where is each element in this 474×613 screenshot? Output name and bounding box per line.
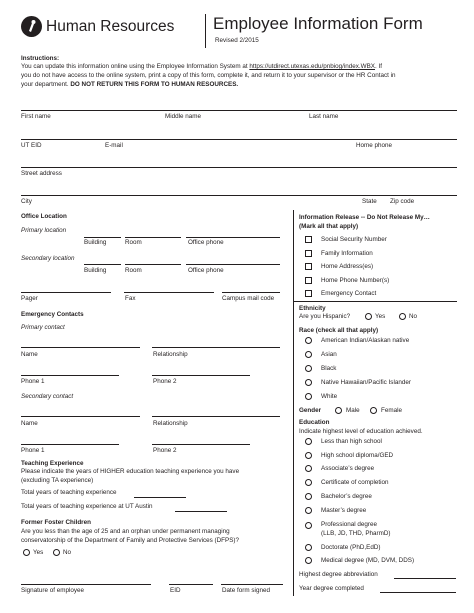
total-years-line[interactable] xyxy=(134,497,186,498)
relationship-label: Relationship xyxy=(153,351,188,358)
primary-building-line[interactable] xyxy=(84,237,121,238)
race-item-label: Native Hawaiian/Pacific Islander xyxy=(321,379,411,386)
foster-no-radio[interactable] xyxy=(53,549,60,556)
eid-label: EID xyxy=(170,587,181,594)
gender-female-label: Female xyxy=(381,407,402,414)
race-item-label: Asian xyxy=(321,351,337,358)
hispanic-no-radio[interactable] xyxy=(399,313,406,320)
race-item-radio[interactable] xyxy=(305,337,312,344)
foster-yes-label: Yes xyxy=(33,549,44,556)
year-completed-line[interactable] xyxy=(380,592,456,593)
secondary-building-line[interactable] xyxy=(84,264,121,265)
secondary-name-line[interactable] xyxy=(21,416,140,417)
race-item-radio[interactable] xyxy=(305,351,312,358)
professional-degree-radio[interactable] xyxy=(305,522,312,529)
teaching-line-1: Please indicate the years of HIGHER education teaching experience you have xyxy=(21,468,240,475)
race-item-radio[interactable] xyxy=(305,365,312,372)
first-name-label: First name xyxy=(21,113,51,120)
education-item-label: Bachelor’s degree xyxy=(321,492,372,500)
eid-email-field-line[interactable] xyxy=(21,139,457,140)
education-instruction: Indicate highest level of education achieved. xyxy=(299,428,423,435)
signature-line[interactable] xyxy=(21,584,151,585)
street-address-label: Street address xyxy=(21,170,62,177)
release-item-checkbox[interactable] xyxy=(305,236,312,243)
secondary-location-label: Secondary location xyxy=(21,255,75,262)
release-heading: Information Release -- Do Not Release My… xyxy=(299,214,430,221)
phone-2-label: Phone 2 xyxy=(153,447,177,454)
gender-male-label: Male xyxy=(346,407,360,414)
name-label: Name xyxy=(21,420,38,427)
foster-line-1: Are you less than the age of 25 and an orphan under permanent managing xyxy=(21,528,230,535)
secondary-office-phone-line[interactable] xyxy=(186,264,280,265)
office-location-heading: Office Location xyxy=(21,213,67,220)
hispanic-no-label: No xyxy=(409,313,418,320)
education-item-label: High school diploma/GED xyxy=(321,451,394,459)
primary-room-line[interactable] xyxy=(125,237,181,238)
date-signed-line[interactable] xyxy=(221,584,283,585)
relationship-label: Relationship xyxy=(153,420,188,427)
ethnicity-heading: Ethnicity xyxy=(299,305,326,312)
professional-degree-examples: (LLB, JD, THD, PharmD) xyxy=(321,530,391,537)
primary-name-line[interactable] xyxy=(21,347,140,348)
gender-female-radio[interactable] xyxy=(370,407,377,414)
state-label: State xyxy=(362,198,377,205)
release-subheading: (Mark all that apply) xyxy=(299,223,359,230)
torch-icon xyxy=(21,16,42,37)
education-item-label: Master’s degree xyxy=(321,506,367,514)
secondary-contact-label: Secondary contact xyxy=(21,393,74,400)
fax-line[interactable] xyxy=(124,292,214,293)
education-item-label: Certificate of completion xyxy=(321,479,389,487)
race-item-label: American Indian/Alaskan native xyxy=(321,337,410,344)
education-item-radio[interactable] xyxy=(305,438,312,445)
education-item-radio[interactable] xyxy=(305,452,312,459)
primary-location-label: Primary location xyxy=(21,227,67,234)
secondary-relationship-line[interactable] xyxy=(152,416,280,417)
primary-contact-label: Primary contact xyxy=(21,324,65,331)
city-label: City xyxy=(21,198,32,205)
office-phone-label: Office phone xyxy=(188,239,224,246)
hispanic-yes-radio[interactable] xyxy=(365,313,372,320)
doctorate-label: Doctorate (PhD,EdD) xyxy=(321,544,381,551)
org-name: Human Resources xyxy=(46,18,175,35)
email-label: E-mail xyxy=(105,142,123,149)
last-name-label: Last name xyxy=(309,113,339,120)
total-years-ut-label: Total years of teaching experience at UT Austin xyxy=(21,503,153,510)
medical-degree-label: Medical degree (MD, DVM, DDS) xyxy=(321,557,415,564)
primary-relationship-line[interactable] xyxy=(152,347,280,348)
instructions-line-2: you do not have access to the online system, print a copy of this form, complete it, and return it to your supervisor or the HR Contact in xyxy=(21,72,396,79)
race-item-label: White xyxy=(321,393,338,400)
release-divider xyxy=(293,301,457,302)
secondary-phone1-line[interactable] xyxy=(21,444,119,445)
foster-line-2: conservatorship of the Department of Family and Protective Services (DFPS)? xyxy=(21,537,240,544)
pager-line[interactable] xyxy=(21,292,111,293)
secondary-room-line[interactable] xyxy=(125,264,181,265)
degree-abbrev-label: Highest degree abbreviation xyxy=(299,571,378,578)
name-label: Name xyxy=(21,351,38,358)
instructions-line-1: You can update this information online using the Employee Information System at https://utdirect.utexas.edu/pnbiog/index.WBX. If xyxy=(21,63,383,70)
teaching-line-2: (excluding TA experience) xyxy=(21,477,94,484)
release-item-label: Social Security Number xyxy=(321,236,387,243)
education-item-radio[interactable] xyxy=(305,479,312,486)
release-item-checkbox[interactable] xyxy=(305,250,312,257)
race-heading: Race (check all that apply) xyxy=(299,327,379,334)
home-phone-label: Home phone xyxy=(356,142,393,149)
revised-date: Revised 2/2015 xyxy=(215,37,259,44)
foster-no-label: No xyxy=(63,549,72,556)
primary-phone1-line[interactable] xyxy=(21,375,119,376)
race-item-radio[interactable] xyxy=(305,379,312,386)
hispanic-yes-label: Yes xyxy=(375,313,386,320)
room-label: Room xyxy=(125,239,142,246)
office-phone-label: Office phone xyxy=(188,267,224,274)
total-years-ut-line[interactable] xyxy=(175,511,227,512)
release-item-checkbox[interactable] xyxy=(305,263,312,270)
form-title: Employee Information Form xyxy=(213,14,423,33)
city-field-line[interactable] xyxy=(21,195,457,196)
race-item-label: Black xyxy=(321,365,337,372)
emergency-contacts-heading: Emergency Contacts xyxy=(21,311,84,318)
release-item-label: Home Phone Number(s) xyxy=(321,276,390,284)
primary-phone2-line[interactable] xyxy=(152,375,250,376)
medical-degree-radio[interactable] xyxy=(305,557,312,564)
employee-system-link[interactable]: https://utdirect.utexas.edu/pnbiog/index.WBX xyxy=(249,63,376,70)
room-label: Room xyxy=(125,267,142,274)
release-item-label: Emergency Contact xyxy=(321,290,377,297)
education-heading: Education xyxy=(299,419,330,426)
zip-code-label: Zip code xyxy=(390,198,415,205)
phone-1-label: Phone 1 xyxy=(21,378,45,385)
professional-degree-label: Professional degree xyxy=(321,521,378,528)
fax-label: Fax xyxy=(125,295,136,302)
foster-yes-radio[interactable] xyxy=(23,549,30,556)
year-completed-label: Year degree completed xyxy=(299,585,364,592)
release-item-label: Home Address(es) xyxy=(321,263,374,270)
name-field-line[interactable] xyxy=(21,110,457,111)
logo xyxy=(21,16,42,37)
phone-2-label: Phone 2 xyxy=(153,378,177,385)
education-item-radio[interactable] xyxy=(305,493,312,500)
middle-name-label: Middle name xyxy=(165,113,202,120)
ut-eid-label: UT EID xyxy=(21,142,42,149)
degree-abbrev-line[interactable] xyxy=(394,578,456,579)
race-item-radio[interactable] xyxy=(305,393,312,400)
release-item-checkbox[interactable] xyxy=(305,277,312,284)
date-signed-label: Date form signed xyxy=(222,587,270,594)
campus-mail-code-label: Campus mail code xyxy=(222,295,275,302)
header-divider xyxy=(205,14,206,48)
hispanic-question: Are you Hispanic? xyxy=(299,313,351,320)
education-item-label: Less than high school xyxy=(321,438,382,445)
teaching-experience-heading: Teaching Experience xyxy=(21,460,84,467)
building-label: Building xyxy=(84,239,107,246)
total-years-label: Total years of teaching experience xyxy=(21,489,117,496)
phone-1-label: Phone 1 xyxy=(21,447,45,454)
instructions-line-3: your department. DO NOT RETURN THIS FORM TO HUMAN RESOURCES. xyxy=(21,81,239,88)
gender-male-radio[interactable] xyxy=(335,407,342,414)
primary-office-phone-line[interactable] xyxy=(186,237,280,238)
right-column-border xyxy=(293,210,294,596)
release-item-checkbox[interactable] xyxy=(305,290,312,297)
instructions-heading: Instructions: xyxy=(21,55,60,62)
education-item-label: Associate’s degree xyxy=(321,465,375,473)
eid-line[interactable] xyxy=(169,584,213,585)
mail-code-line[interactable] xyxy=(222,292,280,293)
education-item-radio[interactable] xyxy=(305,507,312,514)
pager-label: Pager xyxy=(21,295,38,302)
education-item-radio[interactable] xyxy=(305,465,312,472)
building-label: Building xyxy=(84,267,107,274)
release-item-label: Family Information xyxy=(321,249,373,257)
doctorate-radio[interactable] xyxy=(305,544,312,551)
street-field-line[interactable] xyxy=(21,167,457,168)
foster-heading: Former Foster Children xyxy=(21,519,91,526)
signature-label: Signature of employee xyxy=(21,587,85,594)
gender-heading: Gender xyxy=(299,407,322,414)
secondary-phone2-line[interactable] xyxy=(152,444,250,445)
